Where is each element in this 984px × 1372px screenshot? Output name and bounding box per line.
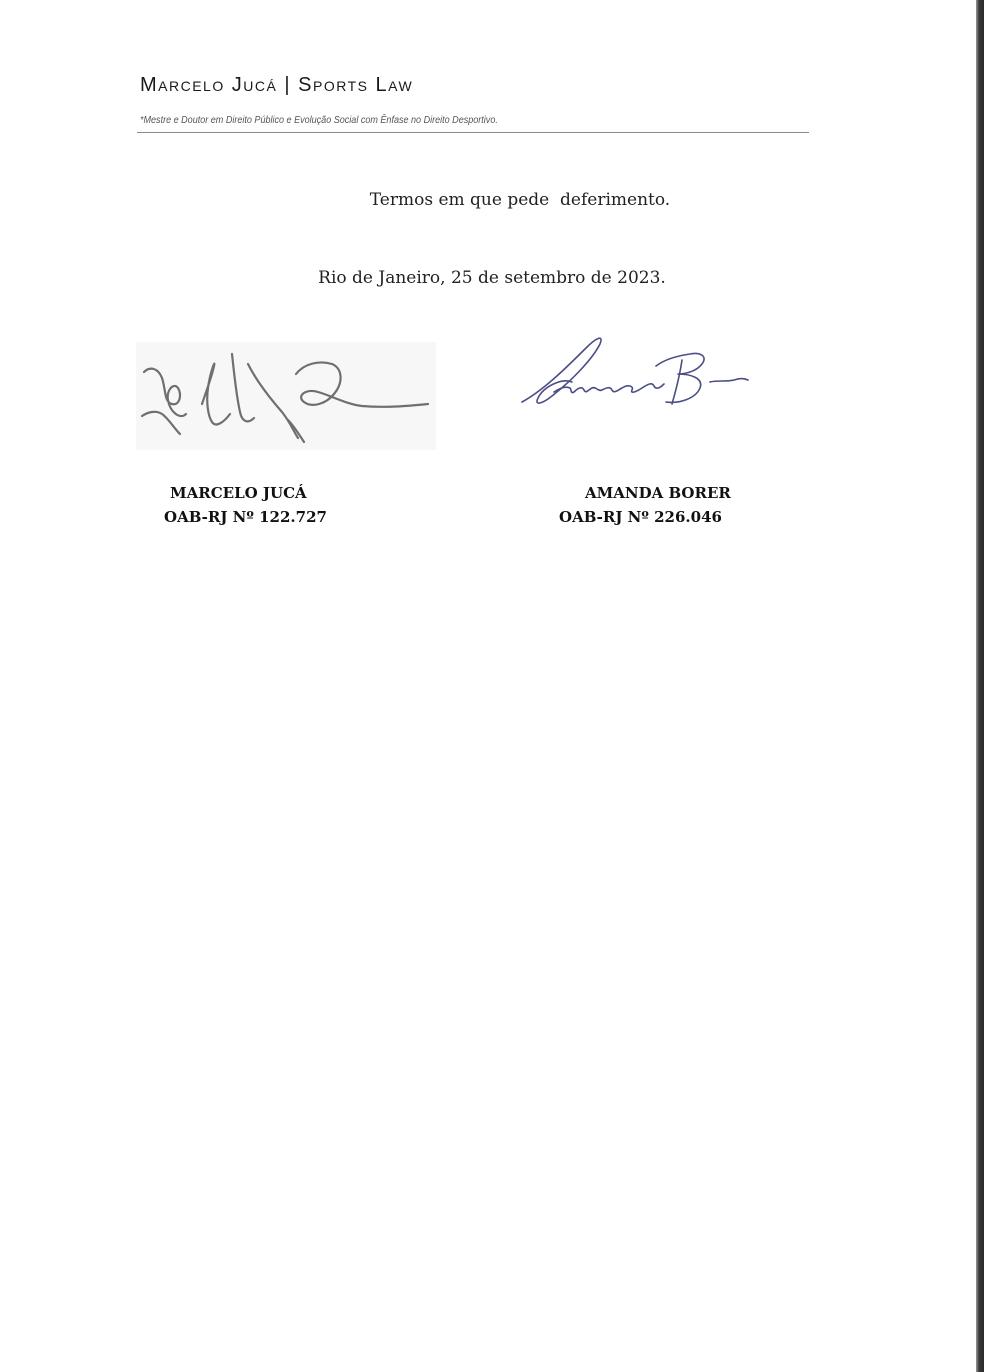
letterhead-title: Marcelo Jucá | Sports Law (140, 74, 414, 96)
letterhead-divider (137, 132, 809, 133)
place-and-date: Rio de Janeiro, 25 de setembro de 2023. (318, 268, 666, 288)
closing-request: Termos em que pede deferimento. (369, 190, 671, 210)
signature-marcelo-juca-icon (136, 342, 436, 450)
page-edge-shadow (976, 0, 984, 1372)
signature-amanda-borer-icon (514, 330, 750, 414)
signatory-name: AMANDA BORER (585, 484, 731, 502)
signatory-registration: OAB-RJ Nº 122.727 (164, 508, 327, 526)
signatory-name: MARCELO JUCÁ (170, 484, 307, 502)
signatory-registration: OAB-RJ Nº 226.046 (559, 508, 722, 526)
letterhead-subtitle: *Mestre e Doutor em Direito Público e Evolução Social com Ênfase no Direito Desportivo. (140, 114, 498, 126)
